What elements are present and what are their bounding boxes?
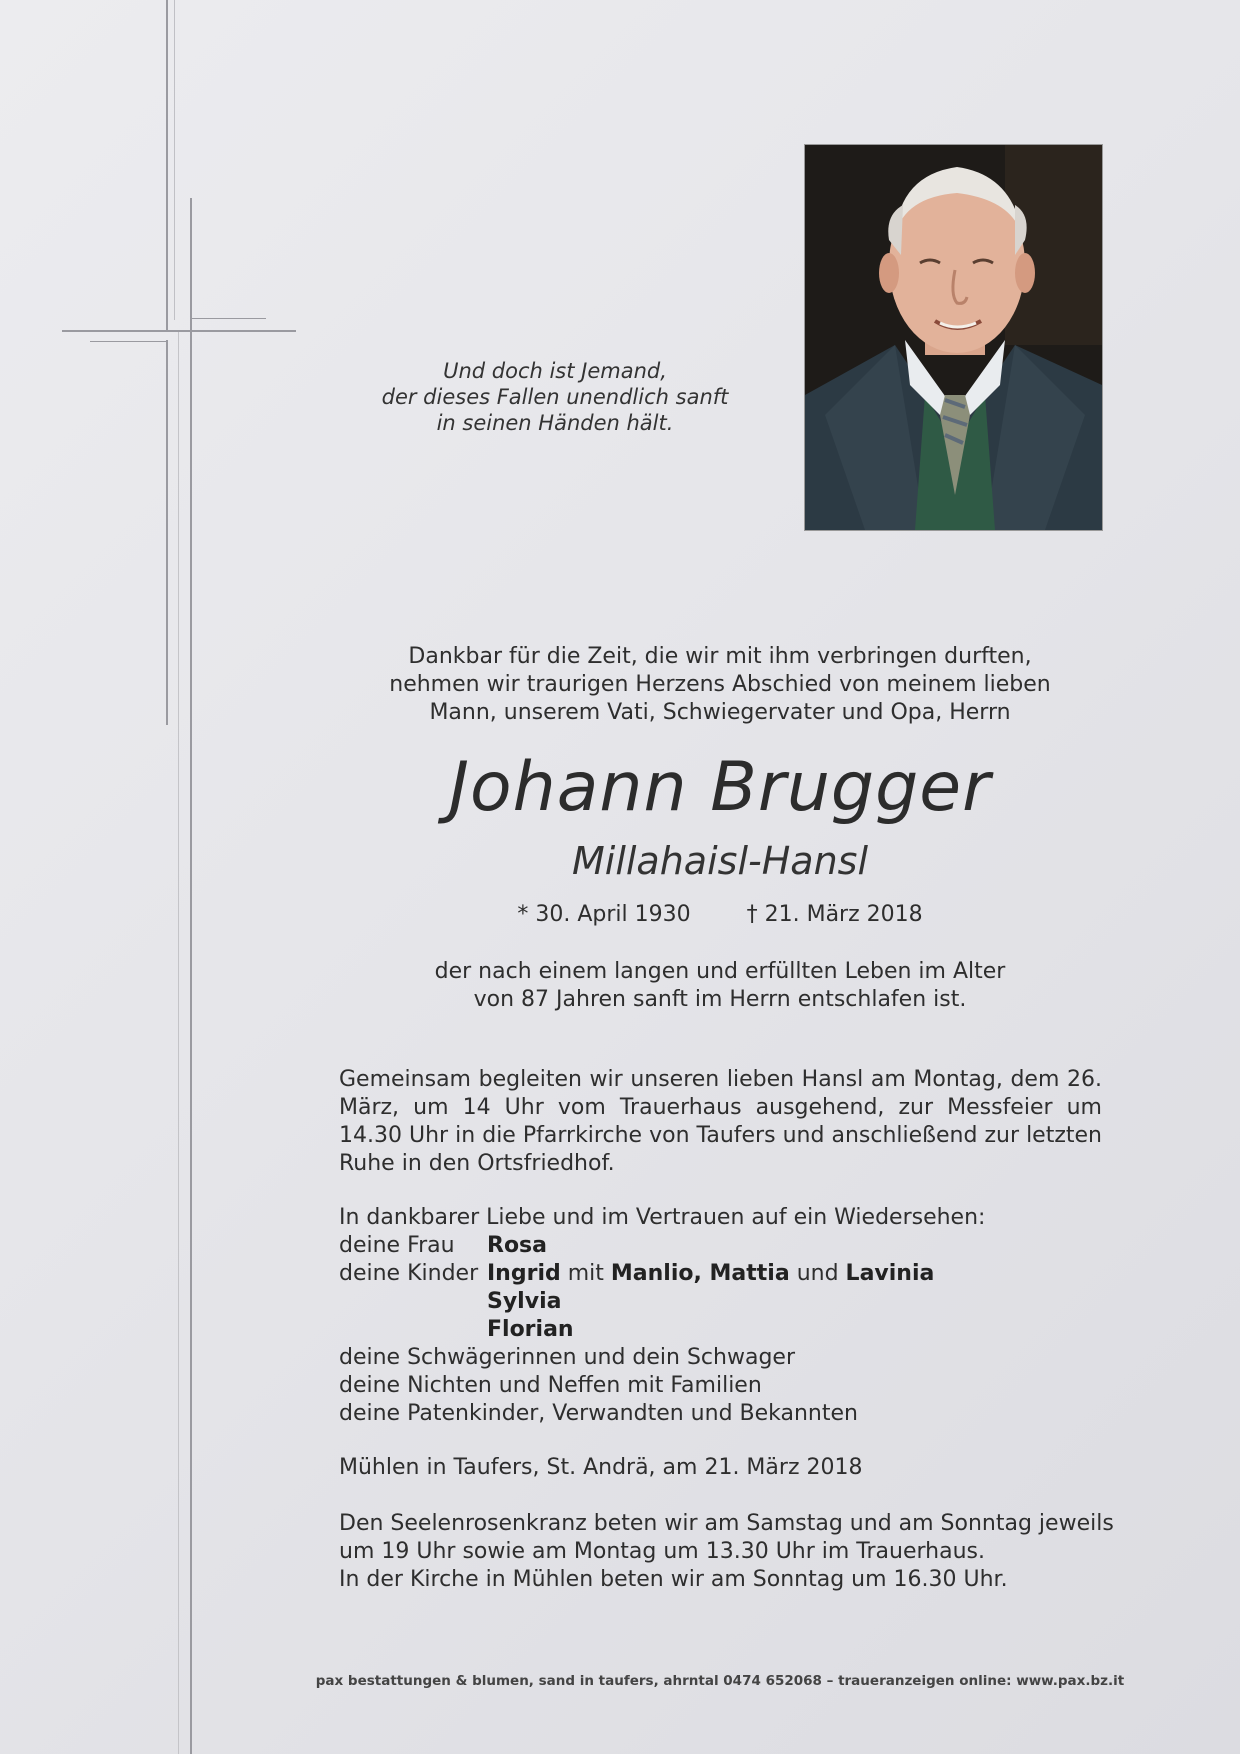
family-children-row (339, 1260, 1119, 1288)
family-child-row (339, 1316, 1119, 1344)
family-heading: In dankbarer Liebe und im Vertrauen auf ein Wiedersehen: (339, 1205, 986, 1230)
rosary-line: In der Kirche in Mühlen beten wir am Sonntag um 16.30 Uhr. (339, 1567, 1008, 1592)
age-line: der nach einem langen und erfüllten Leben im Alter (434, 959, 1006, 984)
life-dates (320, 901, 1120, 929)
child-name: Sylvia (487, 1289, 562, 1314)
cross-horizontal-lower (90, 341, 168, 342)
portrait-photo (805, 145, 1102, 530)
family-section (339, 1204, 1119, 1428)
grandchildren-names: Manlio, Mattia (610, 1261, 790, 1286)
rosary-info (339, 1510, 1119, 1594)
rosary-line: um 19 Uhr sowie am Montag um 13.30 Uhr im Trauerhaus. (339, 1539, 986, 1564)
cross-horizontal-short (190, 318, 266, 319)
ceremony-paragraph: Gemeinsam begleiten wir unseren lieben Hansl am Montag, dem 26. März, um 14 Uhr vom Trauerhaus ausgehend, zur Messfeier um 14.30 Uhr in die Pfarrkirche von Taufers und anschließend zur letzten Ruhe in den Ortsfriedhof. (339, 1067, 1102, 1176)
quote-line: in seinen Händen hält. (436, 411, 674, 435)
child-name: Ingrid (487, 1261, 561, 1286)
family-wife-row (339, 1232, 1119, 1260)
intro-line: Dankbar für die Zeit, die wir mit ihm verbringen durften, (408, 644, 1032, 669)
intro-text (320, 643, 1120, 727)
quote-line: der dieses Fallen unendlich sanft (381, 385, 729, 409)
rosary-line: Den Seelenrosenkranz beten wir am Samstag und am Sonntag jeweils (339, 1511, 1114, 1536)
child-name: Florian (487, 1317, 574, 1342)
birth-date: * 30. April 1930 (517, 902, 691, 927)
wife-label: deine Frau (339, 1233, 455, 1258)
wife-name: Rosa (487, 1233, 547, 1258)
portrait-illustration (805, 145, 1102, 530)
memorial-quote (330, 358, 780, 436)
place-date: Mühlen in Taufers, St. Andrä, am 21. März 2018 (339, 1455, 863, 1480)
intro-line: Mann, unserem Vati, Schwiegervater und Opa, Herrn (429, 700, 1011, 725)
cross-vertical-upper (166, 0, 168, 330)
deceased-name: Johann Brugger (448, 748, 992, 827)
age-text (320, 958, 1120, 1014)
intro-line: nehmen wir traurigen Herzens Abschied von meinem lieben (389, 672, 1051, 697)
children-label: deine Kinder (339, 1261, 479, 1286)
with-word: mit (567, 1261, 604, 1286)
age-line: von 87 Jahren sanft im Herrn entschlafen ist. (473, 987, 967, 1012)
family-child-row (339, 1288, 1119, 1316)
quote-line: Und doch ist Jemand, (443, 359, 667, 383)
cross-vertical-upper-inner (174, 0, 175, 320)
cross-vertical-right (190, 198, 192, 1754)
cross-vertical-long (178, 330, 179, 1754)
family-other-row: deine Patenkinder, Verwandten und Bekannten (339, 1401, 858, 1426)
family-other-row: deine Nichten und Neffen mit Familien (339, 1373, 762, 1398)
grandchild-name: Lavinia (845, 1261, 935, 1286)
and-word: und (796, 1261, 839, 1286)
death-date: † 21. März 2018 (746, 902, 923, 927)
deceased-nickname: Millahaisl-Hansl (571, 839, 869, 883)
cross-horizontal-main (62, 330, 296, 332)
footer-funeral-home: pax bestattungen & blumen, sand in taufers, ahrntal 0474 652068 – traueranzeigen online: www.pax.bz.it (315, 1673, 1125, 1689)
cross-vertical-lower (166, 340, 168, 725)
family-other-row: deine Schwägerinnen und dein Schwager (339, 1345, 795, 1370)
